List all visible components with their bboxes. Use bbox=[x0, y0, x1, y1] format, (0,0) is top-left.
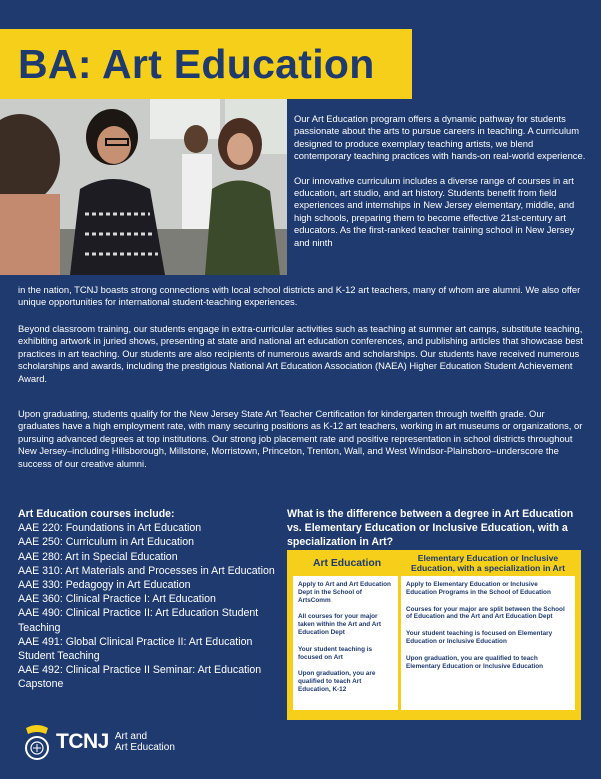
graduation-paragraph: Upon graduating, students qualify for the New Jersey State Art Teacher Certification for kindergarten through twelfth grade. Our graduates have a high employment rate, with many securing positions as K-12 art teachers, working in art museums or organizations, or pursuing advanced degrees at top institutions. Our strong job placement rate and positive representation in school districts throughout New Jersey–including Hillsborough, Millstone, Morristown, Princeton, Trenton, Wall, and West Windsor-Plainsboro–underscore the success of our creative alumni. bbox=[18, 408, 583, 469]
intro-paragraph-2: Our innovative curriculum includes a diverse range of courses in art education, art studio, and art history. Students benefit from field experiences and internships in New Jersey elementary, middle, and high schools, preparing them to become effective 21st-century art educators. As the first-ranked teacher training school in New Jersey and ninth bbox=[294, 174, 575, 248]
course-item: AAE 280: Art in Special Education bbox=[18, 550, 178, 563]
department-line-2: Art Education bbox=[114, 742, 175, 753]
art-education-header: Art Education bbox=[312, 557, 382, 569]
courses-heading: Art Education courses include: bbox=[18, 508, 175, 520]
tcnj-logo bbox=[22, 720, 175, 764]
intro-paragraph-1: Our Art Education program offers a dynamic pathway for students passionate about the arts to pursue careers in teaching. A curriculum designed to produce exemplary teaching artists, we blend contemporary teaching practices with hands-on real-world experience. bbox=[294, 113, 586, 162]
course-item: AAE 490: Clinical Practice II: Art Education Student Teaching bbox=[18, 607, 259, 634]
course-item: AAE 360: Clinical Practice I: Art Education bbox=[18, 593, 216, 606]
intro-paragraph-2-continued: in the nation, TCNJ boasts strong connections with local school districts and K-12 art teachers, many of whom are alumni. We also offer unique opportunities for international student-teaching experiences. bbox=[18, 284, 581, 308]
comparison-cell: Your student teaching is focused on Elementary Education or Inclusive Education bbox=[406, 630, 553, 645]
courses-list bbox=[18, 507, 286, 692]
comparison-cell: Upon graduation, you are qualified to teach Elementary Education or Inclusive Education bbox=[406, 654, 544, 670]
title-banner bbox=[0, 29, 412, 99]
students-photo-illustration bbox=[0, 99, 287, 275]
department-line-1: Art and bbox=[114, 730, 148, 742]
comparison-cell: Apply to Elementary Education or Inclusive Education Programs in the School of Education bbox=[406, 581, 551, 596]
page-title: BA: Art Education bbox=[18, 40, 375, 87]
students-photo bbox=[0, 99, 287, 275]
course-item: AAE 220: Foundations in Art Education bbox=[18, 522, 202, 535]
elementary-inclusive-header: Elementary Education or Inclusive Education, with a specialization in Art bbox=[411, 552, 565, 573]
course-item: AAE 330: Pedagogy in Art Education bbox=[18, 579, 191, 592]
comparison-question: What is the difference between a degree in Art Education vs. Elementary Education or Inclusive Education, with a specialization in Art? bbox=[287, 508, 574, 548]
art-education-column bbox=[293, 576, 398, 710]
department-name bbox=[115, 731, 175, 754]
comparison-cell: All courses for your major taken within the Art and Art Education Dept bbox=[298, 613, 381, 636]
activities-paragraph: Beyond classroom training, our students engage in extra-curricular activities such as teaching at summer art camps, substitute teaching, exhibiting artwork in juried shows, presenting at state and national art education conferences, and publishing articles that showcase best practices in art teaching. Our students are also recipients of numerous awards and scholarships. Our students have received numerous scholarships and awards, including the prestigious National Art Education Association (NAEA) Higher Education Student Achievement Award. bbox=[18, 323, 583, 384]
intro-text bbox=[294, 113, 588, 261]
course-item: AAE 250: Curriculum in Art Education bbox=[18, 536, 195, 549]
tcnj-wordmark: TCNJ bbox=[56, 730, 109, 753]
course-item: AAE 492: Clinical Practice II Seminar: Art Education Capstone bbox=[18, 664, 262, 691]
comparison-cell: Your student teaching is focused on Art bbox=[298, 645, 373, 661]
comparison-header bbox=[293, 550, 575, 576]
course-item: AAE 491: Global Clinical Practice II: Art Education Student Teaching bbox=[18, 635, 253, 663]
course-item: AAE 310: Art Materials and Processes in Art Education bbox=[18, 564, 275, 577]
comparison-cell: Upon graduation, you are qualified to teach Art Education, K-12 bbox=[298, 670, 376, 693]
tcnj-seal-icon bbox=[22, 722, 52, 762]
comparison-cell: Courses for your major are split between the School of Education and the Art and Art Education Dept bbox=[406, 605, 565, 621]
elementary-inclusive-column bbox=[401, 576, 575, 710]
comparison-cell: Apply to Art and Art Education Dept in the School of ArtsComm bbox=[298, 581, 391, 604]
comparison-table bbox=[287, 550, 581, 720]
